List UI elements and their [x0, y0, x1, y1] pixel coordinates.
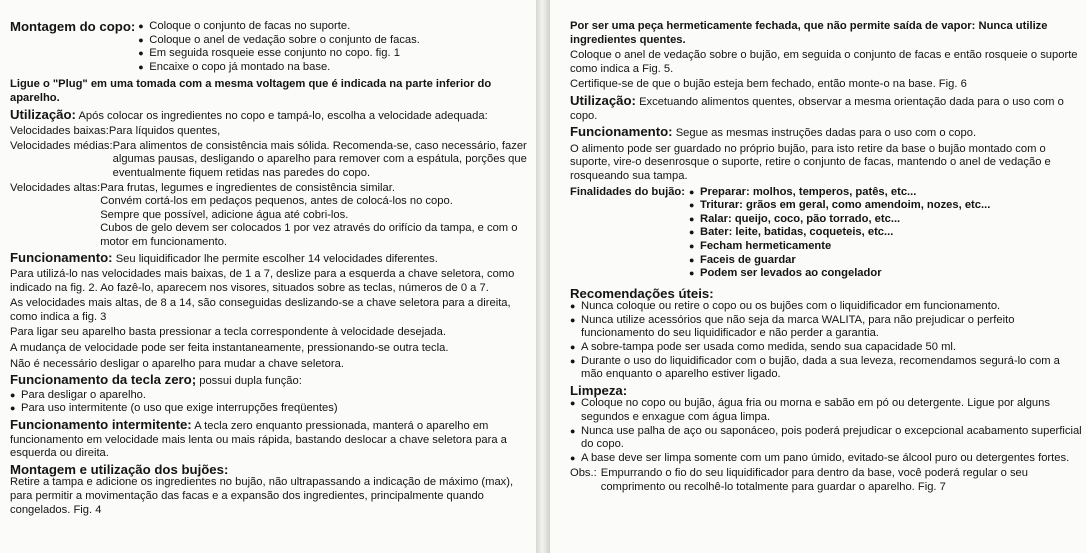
speed-text: Para líquidos quentes,: [108, 125, 221, 138]
jar-purposes-list: [689, 186, 990, 281]
usage-paragraph: [10, 108, 530, 124]
operation-text: Não é necessário desligar o aparelho para mudar a chave seletora.: [10, 357, 344, 370]
usage-heading: Utilização:: [10, 106, 76, 122]
jar-mount-text: Certifique-se de que o bujão esteja bem fechado, então monte-o na base. Fig. 6: [570, 78, 967, 91]
speed-text: Convém cortá-los em pedaços pequenos, antes de colocá-los no copo.: [100, 195, 453, 208]
operation-paragraph: Funcionamento: Seu liquidificador lhe permite escolher 14 velocidades diferentes.: [10, 249, 438, 265]
list-item: ● Ralar: queijo, coco, pão torrado, etc...: [689, 213, 990, 227]
observation-label: Obs.:: [570, 467, 597, 480]
operation-text: A mudança de velocidade pode ser feita instantaneamente, pressionando-se outra tecla.: [10, 342, 449, 355]
left-page: [0, 0, 536, 553]
list-item: ● Coloque o anel de vedação sobre o conjunto de facas.: [138, 34, 420, 48]
cleaning-heading: Limpeza:: [570, 382, 628, 398]
jar-purposes-heading: Finalidades do bujão:: [570, 185, 685, 198]
operation-text: Para utilizá-lo nas velocidades mais baixas, de 1 a 7, deslize para a esquerda a chave seletora, como indicado na fig. 2. Ao fazê-lo, aparecem nos visores, situados sobre as teclas, números de 0 a 7.: [10, 268, 515, 294]
plug-note: Ligue o "Plug" em uma tomada com a mesma voltagem que é indicada na parte inferior do aparelho.: [10, 78, 492, 104]
list-item: ● Nunca utilize acessórios que não seja da marca WALITA, para não prejudicar o perfeito funcionamento do seu liquidificador e não perder a garantia.: [570, 314, 1084, 341]
intermittent-paragraph: Funcionamento intermitente: A tecla zero enquanto pressionada, manterá o aparelho em funcionamento em velocidade mais lenta ou mais rápida, bastando deslocar a chave seletora para a esquerda ou direita.: [10, 417, 507, 460]
list-item: ● Coloque o conjunto de facas no suporte.: [138, 20, 420, 34]
speed-medium-row: [10, 140, 530, 181]
operation-text: Para ligar seu aparelho basta pressionar a tecla correspondente à velocidade desejada.: [10, 326, 446, 339]
right-column: [570, 20, 1084, 495]
list-item: ● Para uso intermitente (o uso que exige interrupções freqüentes): [10, 402, 530, 416]
list-item: ● Nunca coloque ou retire o copo ou os bujões com o liquidificador em funcionamento.: [570, 300, 1084, 314]
jars-heading: Montagem e utilização dos bujões:: [10, 461, 229, 477]
observation-text: Empurrando o fio do seu liquidificador para dentro da base, você poderá regular o seu comprimento ou recolhê-lo totalmente para guardar o aparelho. Fig. 7: [600, 467, 1028, 493]
cup-assembly-heading: Montagem do copo:: [10, 19, 136, 34]
list-item: ● Triturar: grãos em geral, como amendoim, nozes, etc...: [689, 199, 990, 213]
recommendations-heading: Recomendações úteis:: [570, 285, 714, 301]
speed-label: Velocidades baixas:: [10, 125, 109, 138]
left-column: [10, 20, 530, 519]
list-item: ● Para desligar o aparelho.: [10, 389, 530, 403]
jar-assembly-text: Coloque o anel de vedação sobre o bujão, em seguida o conjunto de facas e então rosqueie o suporte como indica a Fig. 5.: [570, 49, 1078, 75]
zero-key-paragraph: Funcionamento da tecla zero; possui dupla função:: [10, 372, 302, 388]
page-fold: [536, 0, 550, 553]
list-item: ● Encaixe o copo já montado na base.: [138, 61, 420, 75]
cup-assembly-section: [10, 20, 530, 76]
speed-text: Para alimentos de consistência mais sólida. Recomenda-se, caso necessário, fazer algumas pausas, desligando o aparelho para remover com a espátula, porções que eventualmente fiquem retidas nas paredes do copo.: [112, 139, 527, 179]
speed-text: Cubos de gelo devem ser colocados 1 por vez através do orifício da tampa, e com o motor em funcionamento.: [100, 222, 518, 248]
right-page: [550, 0, 1086, 553]
list-item: ● Bater: leite, batidas, coqueteis, etc...: [689, 226, 990, 240]
cleaning-list: [570, 397, 1084, 465]
jar-purposes-section: [570, 186, 1084, 283]
usage-text: Após colocar os ingredientes no copo e tampá-lo, escolha a velocidade adequada:: [78, 109, 488, 122]
list-item: ● Podem ser levados ao congelador: [689, 267, 990, 281]
speed-label: Velocidades médias:: [10, 139, 113, 152]
speed-text: Sempre que possível, adicione água até cobri-los.: [100, 208, 349, 221]
jar-operation-paragraph: Funcionamento: Segue as mesmas instruções dadas para o uso com o copo.: [570, 124, 977, 140]
list-item: ● Preparar: molhos, temperos, patês, etc...: [689, 186, 990, 200]
observation: [570, 467, 1084, 494]
list-item: ● A base deve ser limpa somente com um pano úmido, evitado-se álcool puro ou detergentes fortes.: [570, 452, 1084, 466]
recommendations-list: [570, 300, 1084, 382]
jar-usage-paragraph: Utilização: Excetuando alimentos quentes, observar a mesma orientação dada para o uso com o copo.: [570, 92, 1064, 122]
zero-key-heading: Funcionamento da tecla zero;: [10, 372, 197, 388]
speed-low-row: [10, 125, 530, 139]
jar-storage-text: O alimento pode ser guardado no próprio bujão, para isto retire da base o bujão montado com o suporte, vire-o desenrosque o suporte, retire o conjunto de facas, mantendo o anel de vedação e rosqueando sua tampa.: [570, 142, 1051, 182]
list-item: ● A sobre-tampa pode ser usada como medida, sendo sua capacidade 50 ml.: [570, 341, 1084, 355]
list-item: ● Fecham hermeticamente: [689, 240, 990, 254]
jars-text: Retire a tampa e adicione os ingredientes no bujão, não ultrapassando a indicação de máximo (max), para permitir a movimentação das facas e a expansão dos ingredientes, principalmente quando congelados. Fig. 4: [10, 476, 514, 516]
speed-label: Velocidades altas:: [10, 181, 101, 194]
intermittent-heading: Funcionamento intermitente:: [10, 417, 192, 433]
jar-usage-heading: Utilização:: [570, 92, 636, 108]
zero-key-list: [10, 389, 530, 416]
cup-assembly-list: [138, 20, 420, 74]
list-item: ● Faceis de guardar: [689, 254, 990, 268]
operation-text: As velocidades mais altas, de 8 a 14, são conseguidas deslizando-se a chave seletora para a direita, como indica a fig. 3: [10, 297, 511, 323]
list-item: ● Nunca use palha de aço ou saponáceo, pois poderá prejudicar o excepcional acabamento superficial do copo.: [570, 425, 1084, 452]
jar-operation-heading: Funcionamento:: [570, 124, 673, 140]
speed-text: Para frutas, legumes e ingredientes de consistência similar.: [100, 181, 395, 194]
list-item: ● Coloque no copo ou bujão, água fria ou morna e sabão em pó ou detergente. Ligue por alguns segundos e enxague com água limpa.: [570, 397, 1084, 424]
list-item: ● Durante o uso do liquidificador com o bujão, dada a sua leveza, recomendamos segurá-lo com a mão enquanto o aparelho estiver ligado.: [570, 355, 1084, 382]
operation-heading: Funcionamento:: [10, 249, 113, 265]
hermetic-warning: Por ser uma peça hermeticamente fechada, que não permite saída de vapor: Nunca utilize ingredientes quentes.: [570, 20, 1048, 46]
speed-high-row: [10, 182, 530, 250]
list-item: ● Em seguida rosqueie esse conjunto no copo. fig. 1: [138, 47, 420, 61]
